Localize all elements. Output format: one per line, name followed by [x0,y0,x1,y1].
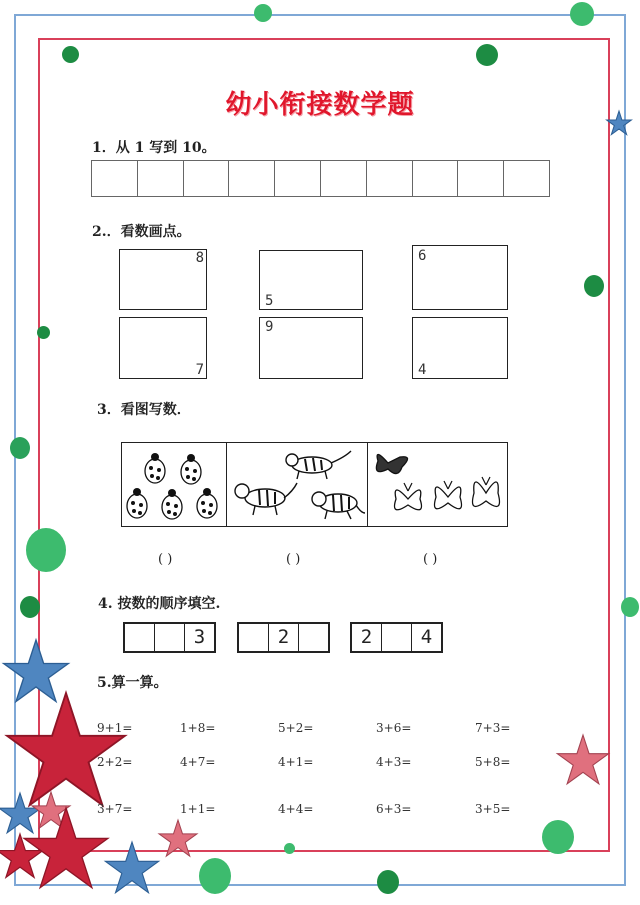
dot-box[interactable] [259,317,363,379]
ladybug-panel [122,443,227,526]
dot-box-number: 5 [265,293,274,309]
q2-label: 2.．看数画点。 [92,224,191,240]
calc-problem[interactable]: 5+8= [475,755,511,769]
calc-problem[interactable]: 4+7= [180,755,216,769]
calc-problem[interactable]: 4+4= [278,802,314,816]
star-icon [105,842,158,893]
answer-blank[interactable]: ( ) [286,552,301,567]
write-cell[interactable] [275,161,321,196]
sequence-group [123,622,216,653]
calc-problem[interactable]: 3+5= [475,802,511,816]
q4-label: 4. 按数的顺序填空. [98,596,221,612]
calc-problem[interactable]: 3+6= [376,721,412,735]
calc-problem[interactable]: 5+2= [278,721,314,735]
star-icon [557,735,608,784]
dot-box-number: 9 [265,319,274,335]
sequence-cell[interactable]: 2 [352,624,382,651]
butterfly-illustration [368,443,508,525]
calc-problem[interactable]: 9+1= [97,721,133,735]
calc-problem[interactable]: 2+2= [97,755,133,769]
calc-problem[interactable]: 4+3= [376,755,412,769]
dot-box-number: 7 [195,362,204,378]
sequence-cell[interactable] [155,624,185,651]
write-cell[interactable] [184,161,230,196]
sequence-cell[interactable]: 3 [193,626,206,648]
write-cell[interactable] [138,161,184,196]
write-cell[interactable] [367,161,413,196]
calc-problem[interactable]: 1+1= [180,802,216,816]
star-icon [159,820,197,856]
dot-box-number: 8 [195,250,204,266]
dot-box-number: 6 [418,248,427,264]
write-cell[interactable] [229,161,275,196]
dot-box[interactable] [119,317,207,379]
sequence-cell[interactable]: 2 [269,624,299,651]
write-cell[interactable] [92,161,138,196]
q5-label: 5.算一算。 [97,675,168,691]
q1-label: 1．从 1 写到 10。 [92,140,216,156]
dot-box[interactable] [259,250,363,310]
q3-label: 3．看图写数． [97,402,191,418]
dot-box-number: 4 [418,362,427,378]
sequence-group [237,622,330,653]
sequence-cell[interactable] [382,624,412,651]
q1-writing-grid [91,160,550,197]
sequence-cell[interactable] [239,624,269,651]
counting-picture-strip [121,442,508,527]
star-icon [24,808,108,888]
ladybug-illustration [122,443,226,525]
answer-blank[interactable]: ( ) [423,552,438,567]
sequence-cell[interactable]: 4 [420,626,433,648]
calc-problem[interactable]: 4+1= [278,755,314,769]
butterfly-panel [368,443,508,526]
write-cell[interactable] [321,161,367,196]
cat-illustration [227,443,367,525]
calc-problem[interactable]: 6+3= [376,802,412,816]
calc-problem[interactable]: 3+7= [97,802,133,816]
write-cell[interactable] [504,161,549,196]
write-cell[interactable] [413,161,459,196]
page-title: 幼小衔接数学题 [225,90,415,120]
star-icon [4,640,69,702]
answer-blank[interactable]: ( ) [158,552,173,567]
calc-problem[interactable]: 1+8= [180,721,216,735]
write-cell[interactable] [458,161,504,196]
sequence-cell[interactable] [299,624,328,651]
dot-box[interactable] [412,317,508,379]
cat-panel [227,443,368,526]
sequence-cell[interactable] [125,624,155,651]
dot-box[interactable] [119,249,207,310]
sequence-group [350,622,443,653]
star-icon [7,693,125,805]
calc-problem[interactable]: 7+3= [475,721,511,735]
dot-box[interactable] [412,245,508,310]
